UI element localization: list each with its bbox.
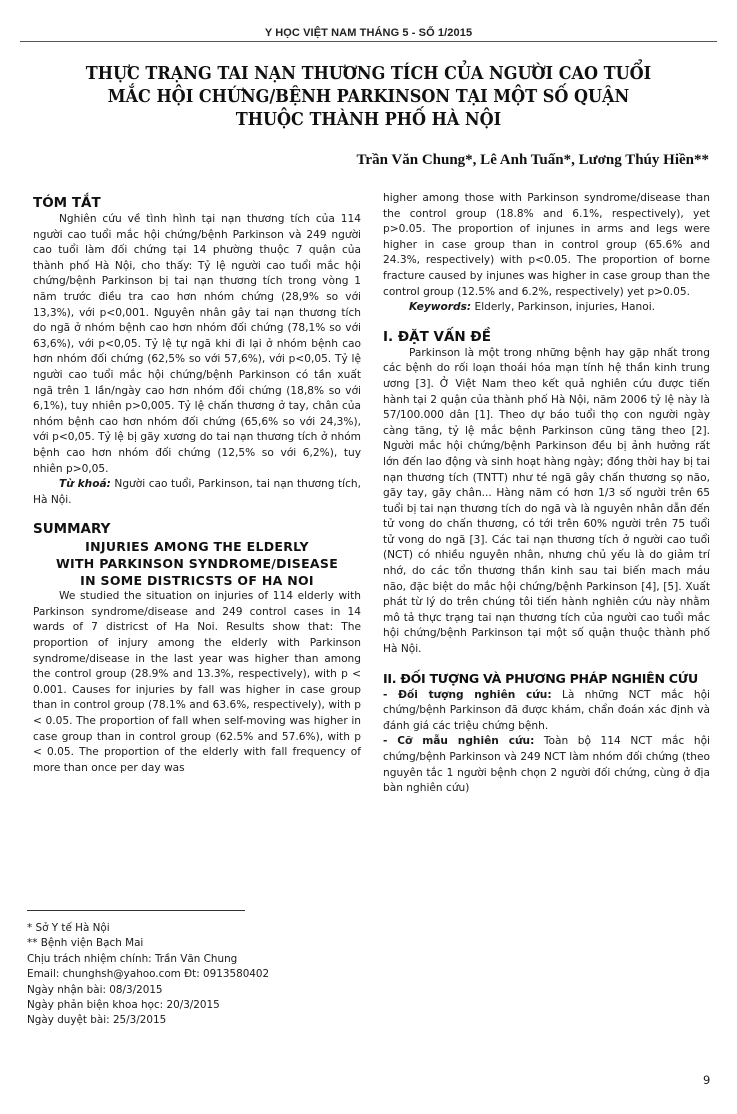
author-list: Trần Văn Chung*, Lê Anh Tuấn*, Lương Thúy Hiền** xyxy=(356,152,709,168)
accepted-date: Ngày duyệt bài: 25/3/2015 xyxy=(27,1014,167,1027)
abstract-vi-body: Nghiên cứu về tình hình tại nạn thương tích của 114 người cao tuổi mắc hội chứng/bệnh Parkinson và 249 người cao tuổi làm đối chứng tại 14 phường thuộc 7 quận của thành phố Hà Nội, cho thấy: Tỷ lệ người cao tuổi mắc hội chứng/bệnh Parkinson bị tai nạn thương tích trong vòng 1 năm trước điều tra cao hơn nhóm chứng (28,9% so với 13,3%), với p<0,001. Nguyên nhân gây tai nạn thương tích do ngã ở nhóm bệnh cao hơn nhóm đối chứng (78,1% so với 63,6%), với p<0,05. Tỷ lệ tự ngã khi đi lại ở nhóm bệnh cao hơn nhóm đối chứng (62,5% so với 57,6%), với p<0,05. Tỷ lệ người cao tuổi mắc hội chứng/bệnh Parkinson có tần xuất ngã trên 1 lần/ngày cao hơn nhóm đối chứng (18,8% so với 6,1%), tuy nhiên p>0,005. Tỷ lệ chấn thương ở tay, chân của nhóm bệnh cao hơn nhóm đối chứng (65,6% so với 24,3%), với p<0,05. Tỷ lệ bị gãy xương do tai nạn thương tích ở nhóm bệnh cao hơn nhóm đối chứng (12,5% so với 6,2%), tuy nhiên p>0,05. xyxy=(33,213,361,475)
title-line: THUỘC THÀNH PHỐ HÀ NỘI xyxy=(235,110,502,130)
summary-heading: SUMMARY xyxy=(33,521,111,538)
item-label: - Đối tượng nghiên cứu: xyxy=(383,688,552,701)
review-date: Ngày phản biện khoa học: 20/3/2015 xyxy=(27,999,220,1012)
article-title xyxy=(66,63,670,132)
responsible-author: Chịu trách nhiệm chính: Trần Văn Chung xyxy=(27,952,238,965)
keywords-text: Elderly, Parkinson, injuries, Hanoi. xyxy=(471,301,656,314)
title-line: THỰC TRẠNG TAI NẠN THƯƠNG TÍCH CỦA NGƯỜI CAO TUỔI xyxy=(85,64,652,84)
footnotes xyxy=(27,921,357,1029)
affiliation-2: ** Bệnh viện Bạch Mai xyxy=(27,937,144,950)
item-label: - Cỡ mẫu nghiên cứu: xyxy=(383,735,535,748)
contact-info: Email: chunghsh@yahoo.com Đt: 0913580402 xyxy=(27,968,270,981)
keywords-label: Keywords: xyxy=(409,301,472,314)
page-number: 9 xyxy=(703,1073,711,1087)
keywords-text: Người cao tuổi, Parkinson, tai nạn thương tích, Hà Nội. xyxy=(33,478,361,506)
abstract-vi-heading: TÓM TẮT xyxy=(33,195,101,211)
right-column xyxy=(383,191,710,797)
summary-body-part2: higher among those with Parkinson syndrome/disease than the control group (18.8% and 6.1%, respectively), yet p>0.05. The proportion of injunes in arms and legs were higher in case group than in control group (65.6% and 24.3%, respectively) with p<0.05. The proportion of borne fracture caused by injunes was higher in case group than the control group (12.5% and 6.2%, respectively) yet p>0.05. xyxy=(383,192,710,298)
summary-body-part1: We studied the situation on injuries of 114 elderly with Parkinson syndrome/disease and 249 control cases in 14 wards of 7 districst of Ha Noi. Results show that: The proportion of injury among the elderly with Parkinson syndrome/disease in the last year was higher than among the control group (28.9% and 13.3%, respectively), with p < 0.001. Causes for injuries by fall was higher in case group than in control group (78.1% and 63.6%, respectively), with p < 0.05. The proportion of fall when self-moving was higher in case group than in control group (62.5% and 57.6%), with p < 0.05. The proportion of the elderly with fall frequency of more than once per day was xyxy=(33,590,361,774)
summary-title-line: INJURIES AMONG THE ELDERLY xyxy=(85,539,309,555)
section-1-body: Parkinson là một trong những bệnh hay gặp nhất trong các bệnh do rối loạn thoái hóa mạn tính hệ thần kinh trung ương [3]. Ở Việt Nam theo kết quả nghiên cứu được tiến hành tại 2 quận của thành phố Hà Nội, năm 2006 tỷ lệ này là 57/100.000 dân [1]. Theo dự báo tuổi thọ con người ngày càng tăng, tỷ lệ mắc bệnh Parkinson cũng tăng theo [2]. Người mắc hội chứng/bệnh Parkinson đều bị ảnh hưởng rất lớn đến lao động và sinh hoạt hàng ngày; đồng thời hay bị tai nạn thương tích (TNTT) như té ngã gây chấn thương sọ não, gãy tay, gãy chân... Hàng năm có hơn 1/3 số người trên 65 tuổi bị tai nạn thương tích do ngã và là nguyên nhân dẫn đến tử vong do chấn thương, có tới trên 60% người trên 75 tuổi tử vong do ngã [3]. Các tai nạn thương tích ở người cao tuổi (NCT) có nhiều nguyên nhân, nhưng chủ yếu là do giảm trí nhớ, do các tổn thương thần kinh sau tai biến mach máu não, đặc biệt do mắc hội chứng/bệnh Parkinson [4], [5]. Xuất phát từ lý do trên chúng tôi tiến hành nghiên cứu này nhằm mô tả thực trạng tai nạn thương tích của người cao tuổi mắc hội chứng/bệnh Parkinson tại một số quận thuộc thành phố Hà Nội. xyxy=(383,346,711,656)
summary-title-line: WITH PARKINSON SYNDROME/DISEASE xyxy=(55,556,339,572)
journal-running-head: Y HỌC VIỆT NAM THÁNG 5 - SỐ 1/2015 xyxy=(264,27,473,39)
footnote-rule xyxy=(27,910,245,911)
summary-keywords xyxy=(383,300,710,316)
received-date: Ngày nhận bài: 08/3/2015 xyxy=(27,983,163,996)
section-2-heading: II. ĐỐI TƯỢNG VÀ PHƯƠNG PHÁP NGHIÊN CỨU xyxy=(383,670,698,686)
item-text: Toàn bộ 114 NCT mắc hội chứng/bệnh Parkinson và 249 NCT làm nhóm đối chứng (theo nguyên tắc 1 người bệnh chọn 2 người đối chứng, cùng ở địa bàn nghiên cứu) xyxy=(383,735,710,795)
section-1-heading: I. ĐẶT VẤN ĐỀ xyxy=(383,328,491,345)
summary-title-line: IN SOME DISTRICSTS OF HA NOI xyxy=(80,573,314,589)
abstract-vi-keywords xyxy=(33,477,361,508)
section-2-item xyxy=(383,734,710,796)
summary-title xyxy=(33,538,361,589)
header-rule xyxy=(20,41,717,42)
title-line: MẮC HỘI CHỨNG/BỆNH PARKINSON TẠI MỘT SỐ QUẬN xyxy=(107,87,630,107)
left-column xyxy=(33,194,361,776)
affiliation-1: * Sở Y tế Hà Nội xyxy=(27,922,110,934)
section-2-item xyxy=(383,688,710,735)
keywords-label: Từ khoá: xyxy=(59,478,111,491)
item-text: Là những NCT mắc hội chứng/bệnh Parkinson đã được khám, chẩn đoán xác định và đánh giá các triệu chứng bệnh. xyxy=(383,688,710,732)
